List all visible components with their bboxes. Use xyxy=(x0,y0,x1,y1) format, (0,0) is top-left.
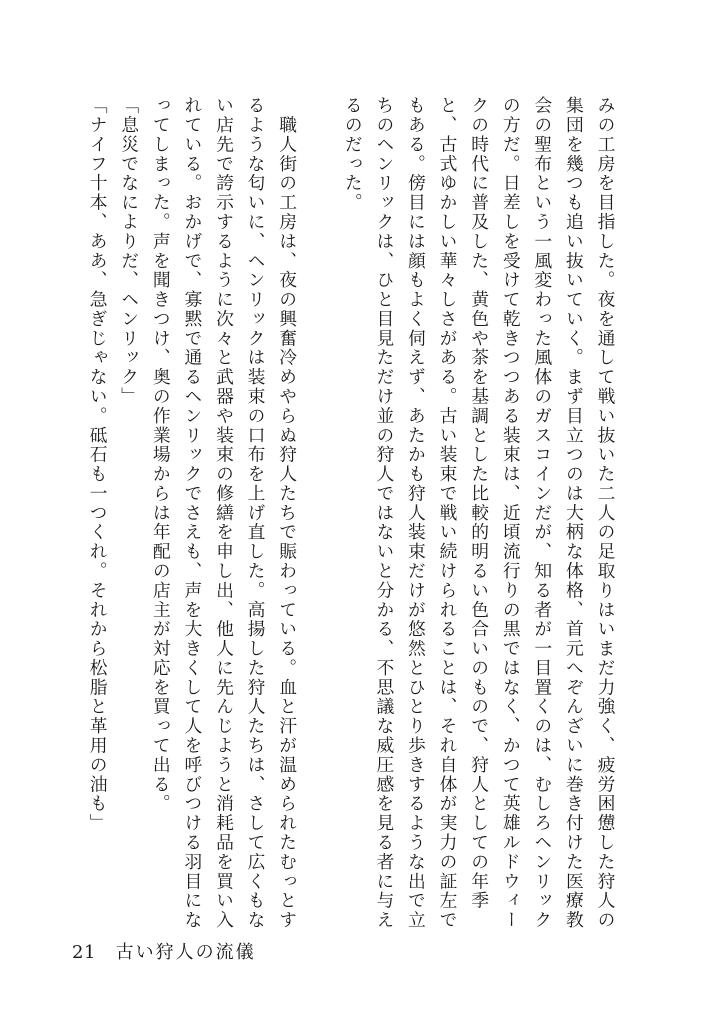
text-line: い店先で誇示するように次々と武器や装束の修繕を申し出、他人に先んじようと消耗品を買い入 xyxy=(213,96,235,930)
text-line: ってしまった。声を聞きつけ、奥の作業場からは年配の店主が対応を買って出る。 xyxy=(150,96,172,814)
text-line: るのだった。 xyxy=(342,96,364,213)
dialogue-line: 「息災でなによりだ、ヘンリック」 xyxy=(118,96,140,407)
text-line: もある。傍目には顔もよく伺えず、あたかも狩人装束だけが悠然とひとり歩きするような出で立 xyxy=(405,96,427,930)
body-text xyxy=(87,96,616,930)
text-line: ちのヘンリックは、ひと目見ただけ並の狩人ではないと分かる、不思議な威圧感を見る者に与え xyxy=(373,96,395,930)
dialogue-line: 「ナイフ十本、ああ、急ぎじゃない。砥石も一つくれ。それから松脂と革用の油も」 xyxy=(87,96,109,833)
text-line: 会の聖布という一風変わった風体のガスコインだが、知る者が一目置くのは、むしろヘンリック xyxy=(531,96,553,930)
text-line: クの時代に普及した、黄色や茶を基調とした比較的明るい色合いのもので、狩人としての年季 xyxy=(468,96,490,911)
text-line: 集団を幾つも追い抜いていく。まず目立つのは大柄な体格、首元へぞんざいに巻き付けた医療教 xyxy=(563,96,585,930)
text-line: みの工房を目指した。夜を通して戦い抜いた二人の足取りはいまだ力強く、疲労困憊した狩人の xyxy=(595,96,616,930)
text-line: るような匂いに、ヘンリックは装束の口布を上げ直した。高揚した狩人たちは、さして広くもな xyxy=(245,96,267,930)
page-number: 21 xyxy=(72,942,96,963)
text-line: の方だ。日差しを受けて乾きつつある装束は、近頃流行りの黒ではなく、かつて英雄ルドウィー xyxy=(500,96,522,930)
text-line: れている。おかげで、寡黙で通るヘンリックでさえも、声を大きくして人を呼びつける羽目にな xyxy=(181,96,203,930)
text-line: と、古式ゆかしい華々しさがある。古い装束で戦い続けられることは、それ自体が実力の証左で xyxy=(437,96,459,930)
page-footer xyxy=(72,938,256,964)
text-line: 職人街の工房は、夜の興奮冷めやらぬ狩人たちで賑わっている。血と汗が温められたむっとす xyxy=(276,96,298,930)
running-title: 古い狩人の流儀 xyxy=(115,942,256,963)
